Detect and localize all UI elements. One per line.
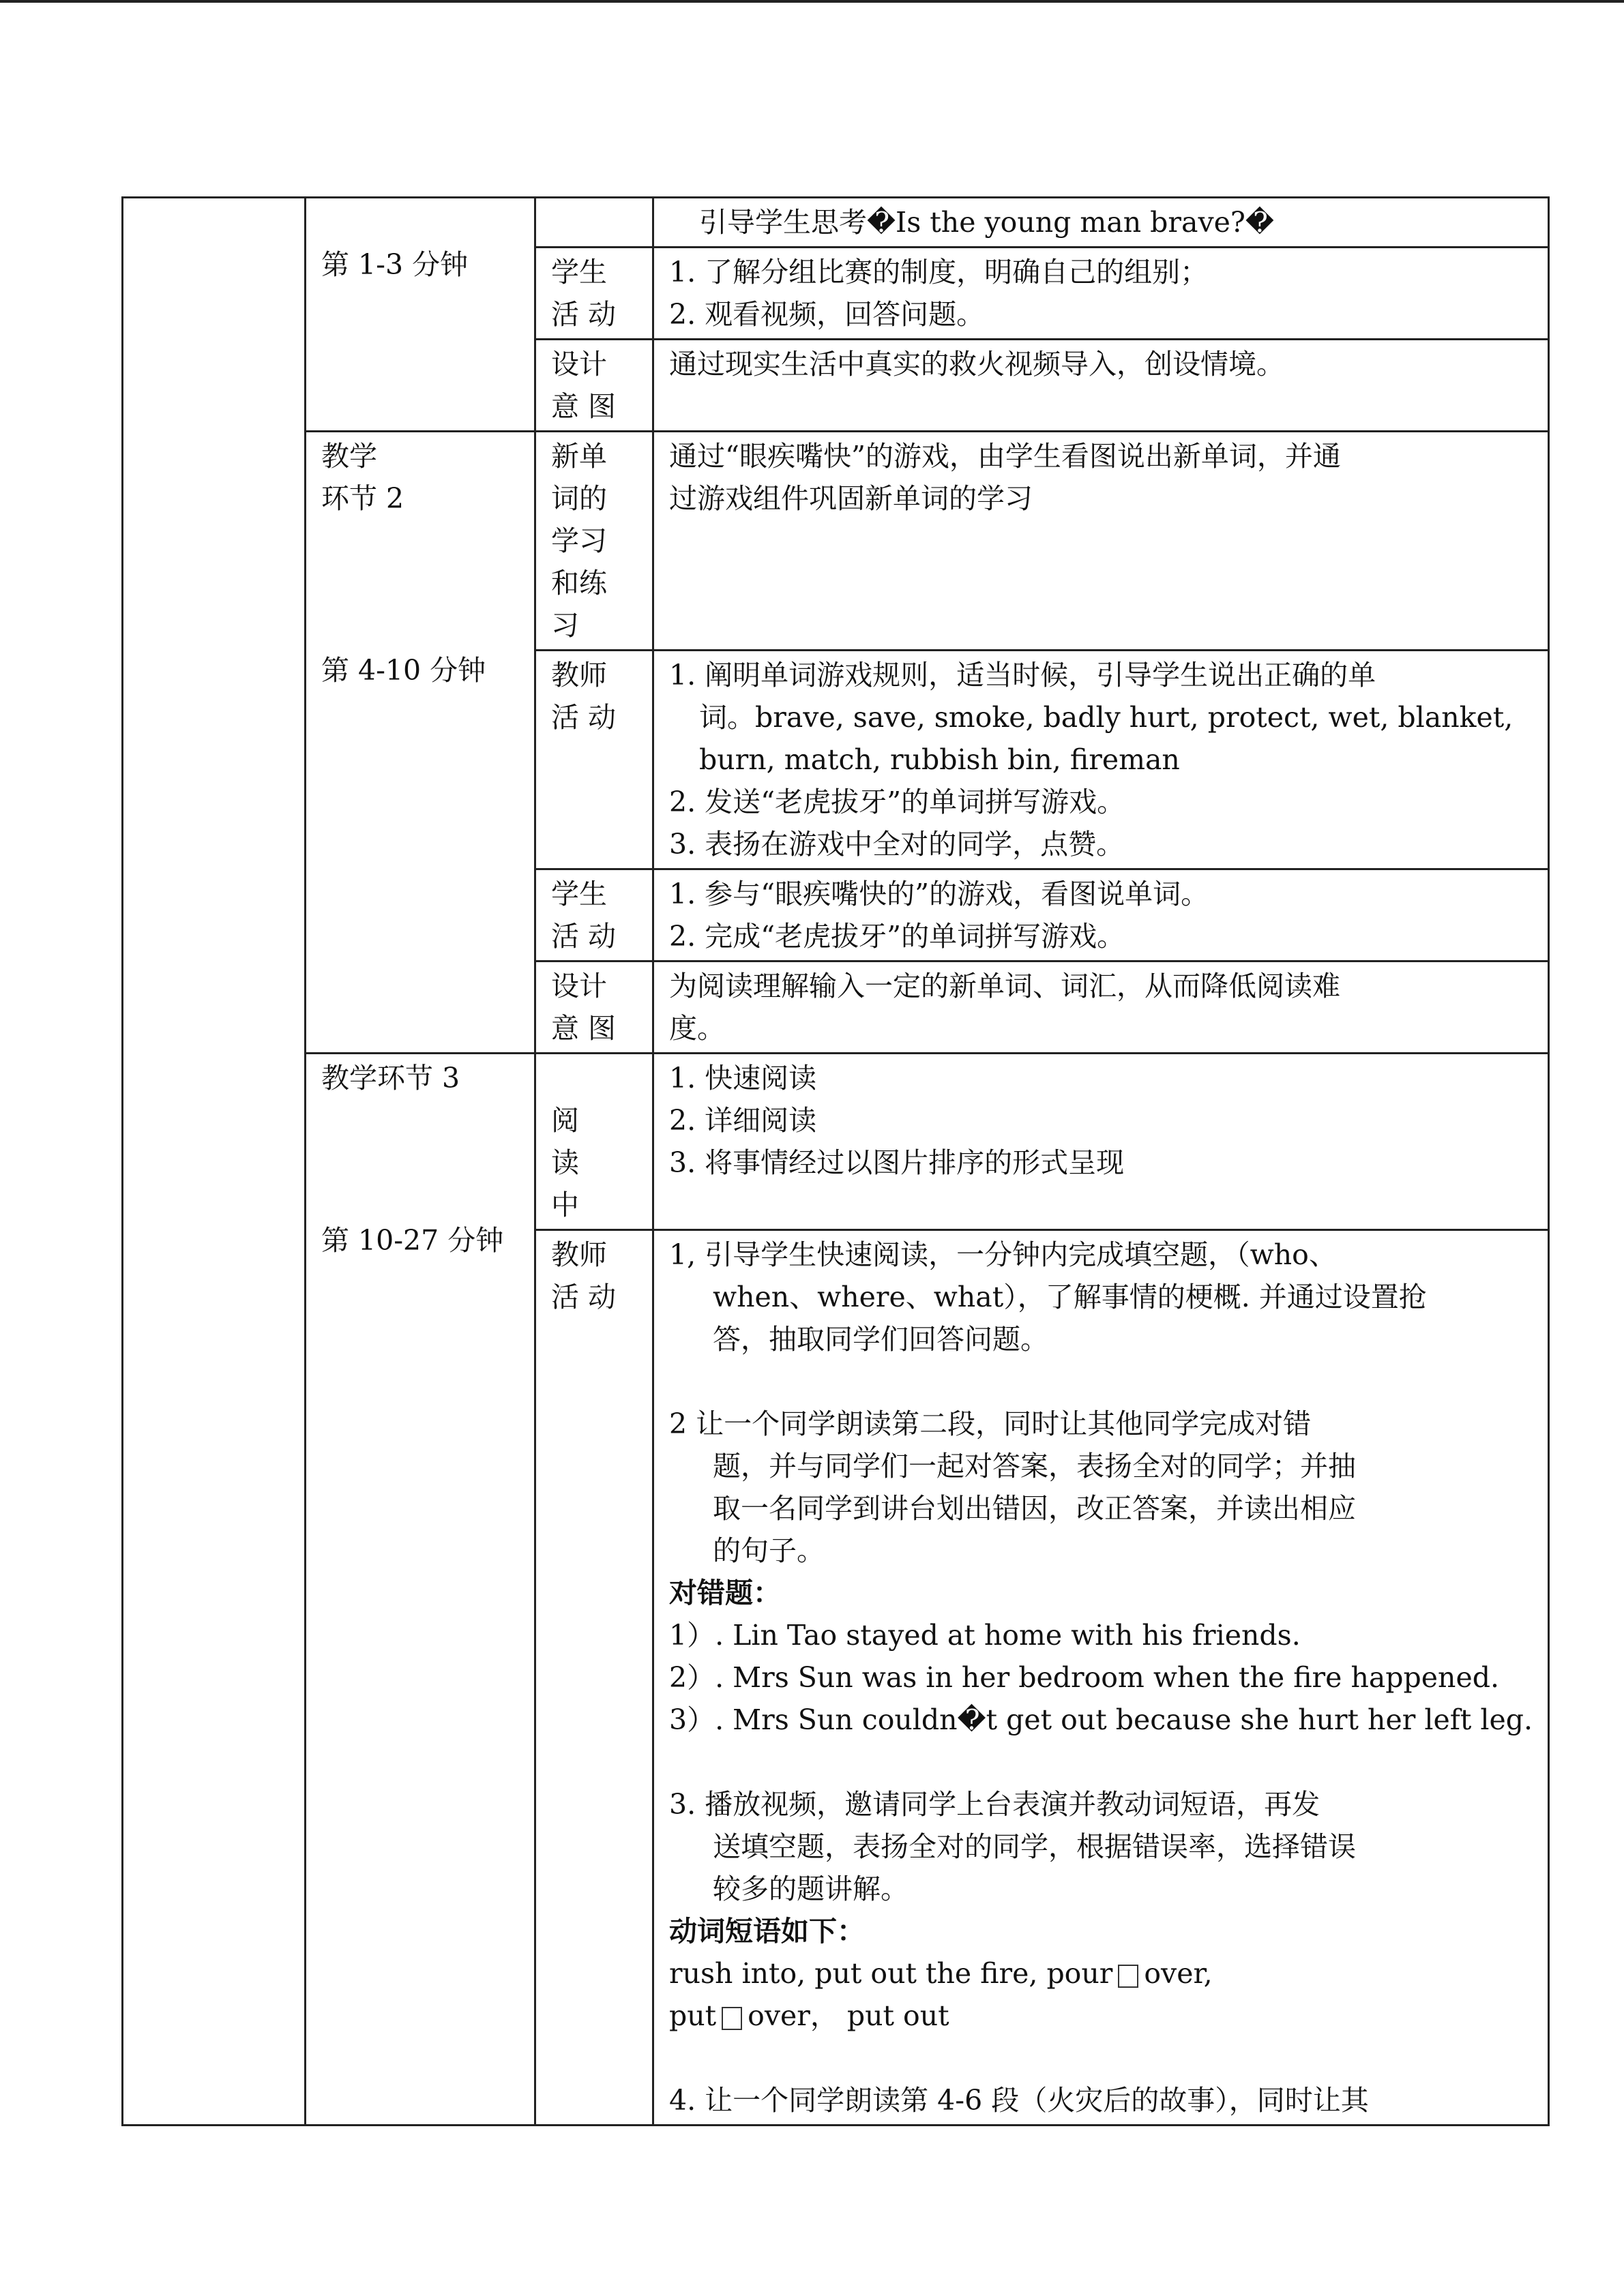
stage-3-time: 第 10-27 分钟 [321, 1224, 504, 1257]
intro-question: 引导学生思考�Is the young man brave?� [699, 206, 1274, 239]
vocabulary-list: 词。brave, save, smoke, badly hurt, protect, wet, blanket, [699, 701, 1514, 734]
reading-step-4: 4. 让一个同学朗读第 4-6 段（火灾后的故事），同时让其 [669, 2084, 1369, 2117]
blank-box-icon [1118, 1965, 1138, 1988]
reading-content: 1. 快速阅读 2. 详细阅读 3. 将事情经过以图片排序的形式呈现 [653, 1054, 1549, 1230]
design-intent-label-2: 设计 意 图 [535, 961, 653, 1054]
student-activity-content-2: 1. 参与“眼疾嘴快的”的游戏，看图说单词。 2. 完成“老虎拔牙”的单词拼写游戏。 [653, 869, 1549, 961]
stage-1-time: 第 1-3 分钟 [321, 248, 469, 281]
true-false-item: 2）. Mrs Sun was in her bedroom when the fire happened. [669, 1661, 1500, 1694]
blank-box-icon [722, 2007, 742, 2030]
stage-3-title: 教学环节 3 [321, 1062, 460, 1094]
intro-content-cell [653, 198, 1549, 248]
reading-step-1: 1, 引导学生快速阅读，一分钟内完成填空题，（who、 [669, 1238, 1337, 1271]
page-top-rule [0, 0, 1624, 3]
new-words-label: 新单 词的 学习 和练 习 [535, 432, 653, 651]
stage-1-cell [306, 198, 535, 432]
design-intent-content-1: 通过现实生活中真实的救火视频导入，创设情境。 [653, 340, 1549, 432]
lesson-plan-table [121, 196, 1550, 2126]
new-words-content: 通过“眼疾嘴快”的游戏，由学生看图说出新单词，并通 过游戏组件巩固新单词的学习 [653, 432, 1549, 651]
verb-phrases-title: 动词短语如下： [669, 1915, 865, 1948]
verb-phrases-line-2: put over， put out [669, 1999, 949, 2032]
true-false-item: 1）. Lin Tao stayed at home with his friends. [669, 1619, 1301, 1652]
reading-step-2: 2 让一个同学朗读第二段，同时让其他同学完成对错 [669, 1407, 1312, 1440]
true-false-item: 3）. Mrs Sun couldn�t get out because she hurt her left leg. [669, 1703, 1533, 1736]
design-intent-label-1: 设计 意 图 [535, 340, 653, 432]
stage-2-title: 教学 [321, 440, 377, 473]
stage-2-cell: 教学 环节 2 第 4-10 分钟 [306, 432, 535, 1054]
reading-label: 阅 读 中 [535, 1054, 653, 1230]
teacher-activity-label-1: 教师 活 动 [535, 651, 653, 869]
true-false-title: 对错题： [669, 1577, 781, 1609]
teacher-activity-content-2: 1, 引导学生快速阅读，一分钟内完成填空题，（who、 when、where、what），了解事情的梗概. 并通过设置抢 答，抽取同学们回答问题。 2 让一个同学朗读第二段，同时让其他同学完成对错 题，并与同学们一起对答案，表扬全对的同学；并抽 取一名同学到讲台划出错因，改正答案，并读出相应 的句子。 对错题： 1）. Lin Tao stayed at home with his friends. 2）. Mrs Sun was in her bedroom when the fire happened. 3）. Mrs Sun couldn�t get out because she hurt her left leg. 3. 播放视频，邀请同学上台表演并教动词短语，再发 送填空题，表扬全对的同学，根据错误率，选择错误 较多的题讲解。 动词短语如下： rush into, put out the fire, pour over, put over， put out 4. 让一个同学朗读第 4-6 段（火灾后的故事），同时让其 [653, 1230, 1549, 2126]
reading-step-3: 3. 播放视频，邀请同学上台表演并教动词短语，再发 [669, 1788, 1320, 1821]
label-empty-cell [535, 198, 653, 248]
student-activity-label-1: 学生 活 动 [535, 248, 653, 340]
teacher-activity-content-1: 1. 阐明单词游戏规则，适当时候，引导学生说出正确的单 词。brave, save, smoke, badly hurt, protect, wet, blanket, burn, match, rubbish bin, fireman 2. 发送“老虎拔牙”的单词拼写游戏。 3. 表扬在游戏中全对的同学，点赞。 [653, 651, 1549, 869]
design-intent-content-2: 为阅读理解输入一定的新单词、词汇，从而降低阅读难 度。 [653, 961, 1549, 1054]
student-activity-content-1: 1. 了解分组比赛的制度，明确自己的组别； 2. 观看视频，回答问题。 [653, 248, 1549, 340]
stage-2-time: 第 4-10 分钟 [321, 654, 486, 687]
verb-phrases-line-1: rush into, put out the fire, pour over, [669, 1957, 1213, 1990]
student-activity-label-2: 学生 活 动 [535, 869, 653, 961]
left-margin-column [123, 198, 306, 2126]
stage-3-cell [306, 1054, 535, 2126]
teacher-activity-label-2: 教师 活 动 [535, 1230, 653, 2126]
